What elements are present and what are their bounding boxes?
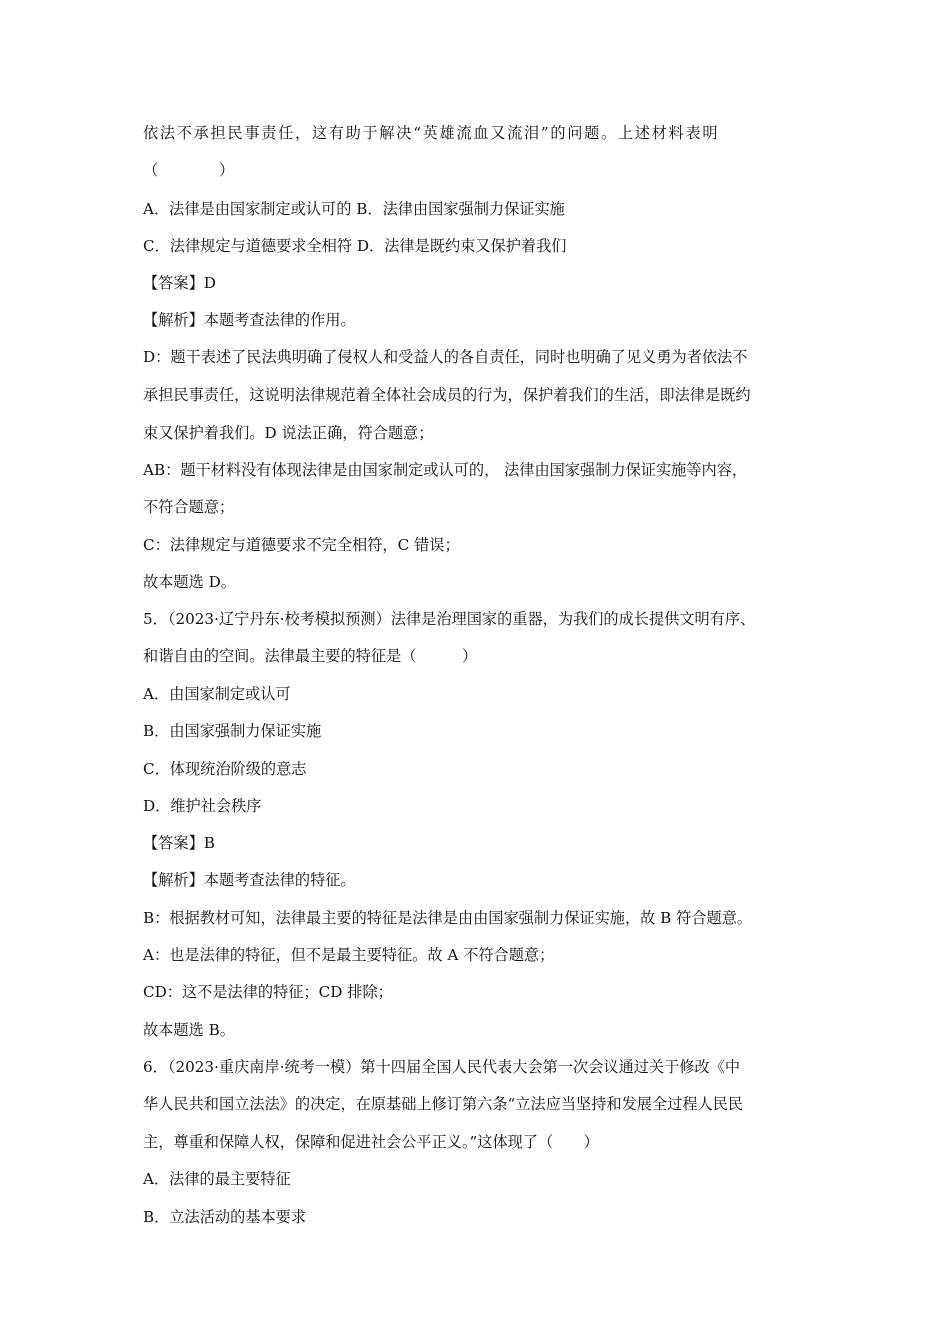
q5-conclusion: 故本题选 B。 xyxy=(143,1021,235,1039)
q4-options-line1: A．法律是由国家制定或认可的 B．法律由国家强制力保证实施 xyxy=(143,200,565,218)
q4-stem-line1: 依法不承担民事责任，这有助于解决“英雄流血又流泪”的问题。上述材料表明 xyxy=(143,124,720,142)
q4-analysis-ab-line2: 不符合题意； xyxy=(143,498,235,516)
q4-analysis-c: C：法律规定与道德要求不完全相符，C 错误； xyxy=(143,536,460,554)
q5-stem-line2: 和谐自由的空间。法律最主要的特征是（ ） xyxy=(143,647,478,665)
q6-stem-line2: 华人民共和国立法法》的决定，在原基础上修订第六条“立法应当坚持和发展全过程人民民 xyxy=(143,1095,744,1113)
q5-option-c: C．体现统治阶级的意志 xyxy=(143,760,307,778)
q6-stem-line1: 6．（2023·重庆南岸·统考一模）第十四届全国人民代表大会第一次会议通过关于修改《中 xyxy=(143,1058,741,1076)
q5-analysis-title: 【解析】本题考查法律的特征。 xyxy=(143,871,356,889)
q5-analysis-cd: CD：这不是法律的特征；CD 排除； xyxy=(143,983,393,1001)
q4-options-line2: C．法律规定与道德要求全相符 D．法律是既约束又保护着我们 xyxy=(143,237,567,255)
q4-stem-blank: （ ） xyxy=(143,161,235,179)
q4-analysis-d-line2: 承担民事责任，这说明法律规范着全体社会成员的行为，保护着我们的生活，即法律是既约 xyxy=(143,386,751,404)
q4-answer: 【答案】D xyxy=(143,274,216,292)
q6-stem-line3: 主，尊重和保障人权，保障和促进社会公平正义。”这体现了（ ） xyxy=(143,1133,599,1151)
q5-analysis-b: B：根据教材可知，法律最主要的特征是法律是由由国家强制力保证实施，故 B 符合题意。 xyxy=(143,909,753,927)
q5-option-b: B．由国家强制力保证实施 xyxy=(143,722,322,740)
q6-option-b: B．立法活动的基本要求 xyxy=(143,1208,307,1226)
q4-conclusion: 故本题选 D。 xyxy=(143,573,236,591)
q5-analysis-a: A：也是法律的特征，但不是最主要特征。故 A 不符合题意； xyxy=(143,946,555,964)
q4-analysis-ab-line1: AB：题干材料没有体现法律是由国家制定或认可的， 法律由国家强制力保证实施等内容， xyxy=(143,461,748,479)
q4-analysis-d-line1: D：题干表述了民法典明确了侵权人和受益人的各自责任，同时也明确了见义勇为者依法不 xyxy=(143,348,748,366)
q5-option-a: A．由国家制定或认可 xyxy=(143,685,291,703)
q5-stem-line1: 5．（2023·辽宁丹东·校考模拟预测）法律是治理国家的重器，为我们的成长提供文明有序、 xyxy=(143,610,756,628)
q4-analysis-title: 【解析】本题考查法律的作用。 xyxy=(143,311,356,329)
q5-option-d: D．维护社会秩序 xyxy=(143,797,262,815)
q5-answer: 【答案】B xyxy=(143,834,215,852)
q6-option-a: A．法律的最主要特征 xyxy=(143,1170,291,1188)
q4-analysis-d-line3: 束又保护着我们。D 说法正确，符合题意； xyxy=(143,424,434,442)
